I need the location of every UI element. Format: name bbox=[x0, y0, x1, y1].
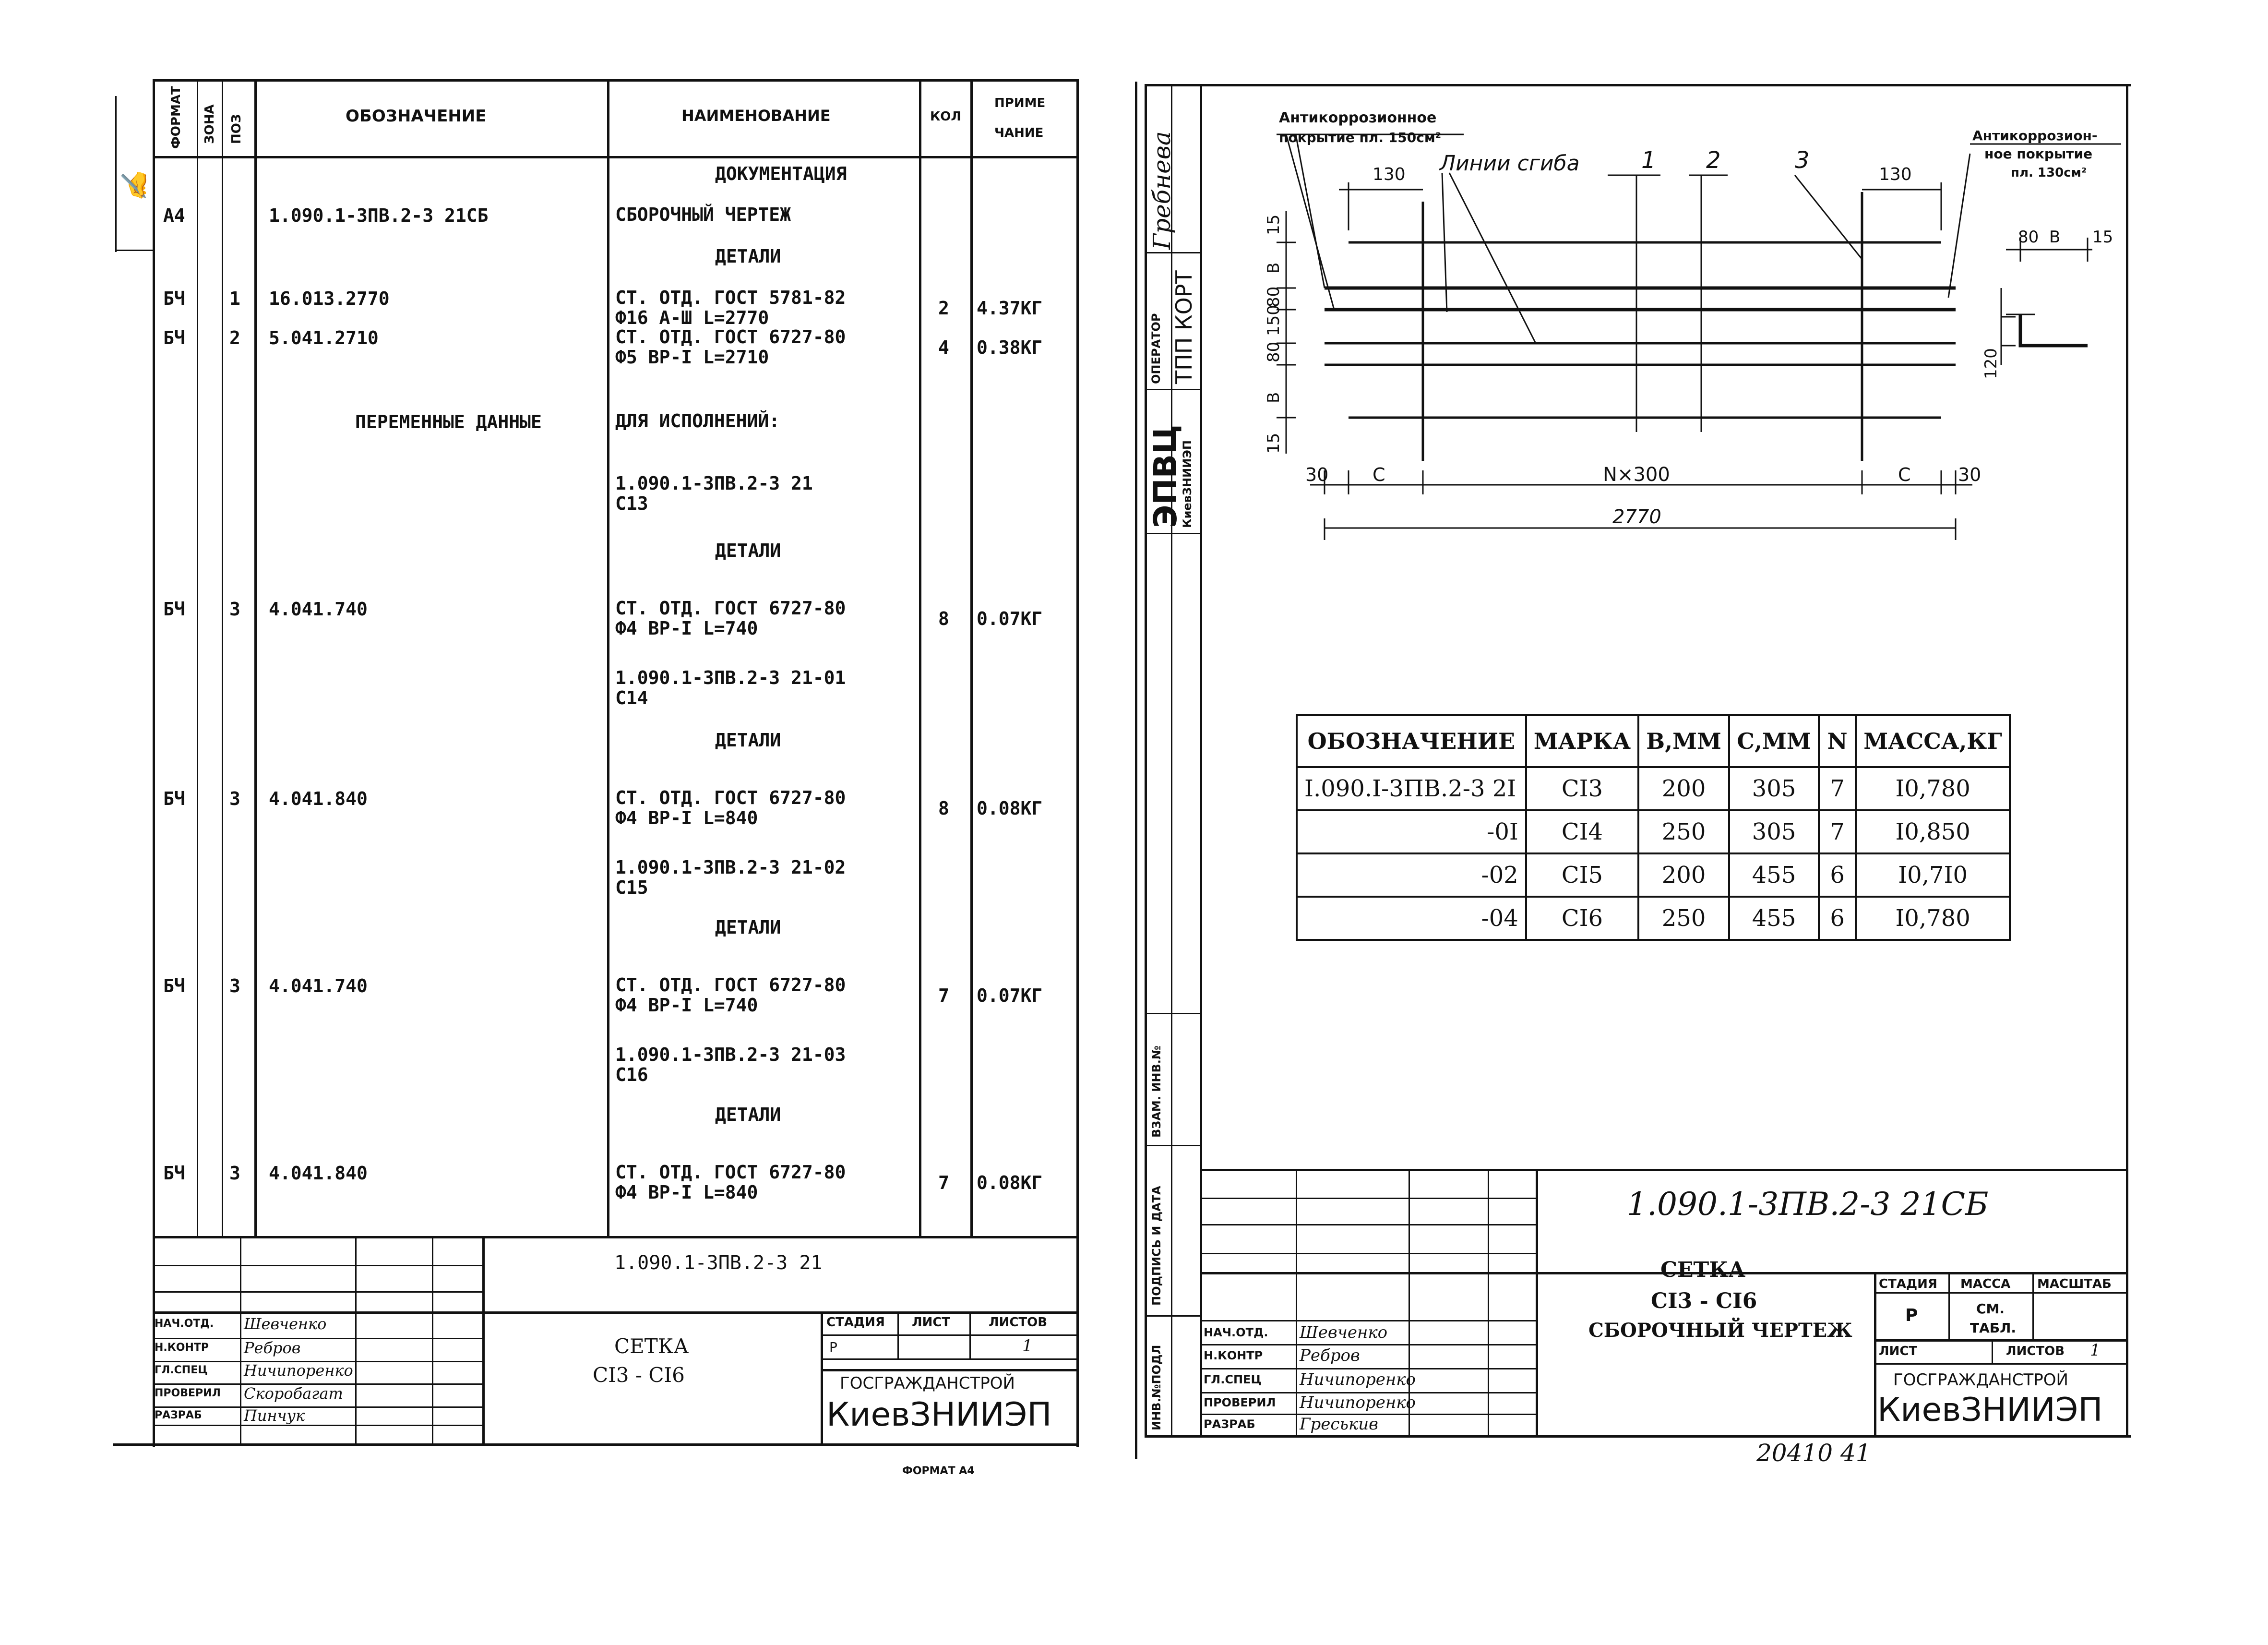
left-format-note: ФОРМАТ А4 bbox=[902, 1465, 975, 1477]
dim-c-right: С bbox=[1898, 464, 1911, 485]
mass-table-cell: I0,780 bbox=[1856, 897, 2010, 940]
mass-table-header-cell: МАРКА bbox=[1526, 715, 1638, 767]
mass-table-cell: -04 bbox=[1297, 897, 1526, 940]
header-designation: ОБОЗНАЧЕНИЕ bbox=[346, 107, 487, 126]
spec-name: С15 bbox=[615, 877, 648, 898]
table-row bbox=[1297, 897, 2010, 940]
dim-80-2: 80 bbox=[1264, 341, 1283, 362]
spec-name: С16 bbox=[615, 1064, 648, 1085]
mass-table-cell: СI5 bbox=[1526, 853, 1638, 897]
header-pos: ПОЗ bbox=[229, 114, 244, 144]
mass-table-cell: 200 bbox=[1638, 767, 1729, 810]
spec-name: 1.090.1-3ПВ.2-3 21-02 bbox=[615, 857, 846, 878]
spec-format: БЧ bbox=[163, 327, 185, 348]
detail-b: В bbox=[2049, 228, 2061, 247]
spec-format: БЧ bbox=[163, 288, 185, 309]
header-name: НАИМЕНОВАНИЕ bbox=[681, 107, 831, 125]
detail-80: 80 bbox=[2018, 228, 2039, 247]
spec-qty: 7 bbox=[938, 985, 949, 1006]
spec-name: СТ. ОТД. ГОСТ 5781-82 bbox=[615, 287, 846, 308]
signer-name: Ничипоренко bbox=[1300, 1370, 1416, 1389]
mass-table-cell: I.090.I-3ПВ.2-3 2I bbox=[1297, 767, 1526, 810]
signer-role: НАЧ.ОТД. bbox=[1204, 1326, 1268, 1339]
mass-table-cell: 7 bbox=[1819, 767, 1856, 810]
dim-150: 150 bbox=[1264, 305, 1283, 336]
note-right-2: ное покрытие bbox=[1984, 146, 2093, 162]
detail-15: 15 bbox=[2092, 228, 2113, 247]
dim-80-1: 80 bbox=[1264, 286, 1283, 307]
mass-table-cell: 7 bbox=[1819, 810, 1856, 853]
spec-designation: 16.013.2770 bbox=[269, 288, 390, 309]
dim-b-1: В bbox=[1264, 262, 1283, 274]
spec-note: 0.08КГ bbox=[977, 798, 1043, 819]
callout-2: 2 bbox=[1706, 147, 1721, 174]
spec-name: ДОКУМЕНТАЦИЯ bbox=[715, 163, 847, 184]
spec-note: 0.38КГ bbox=[977, 337, 1043, 358]
dim-c-left: С bbox=[1373, 464, 1385, 485]
right-stage: Р bbox=[1905, 1306, 1918, 1325]
header-zone: ЗОНА bbox=[203, 104, 217, 144]
spec-note: 0.07КГ bbox=[977, 608, 1043, 629]
signer-name: Ничипоренко bbox=[1300, 1393, 1416, 1412]
mass-table-cell: I0,780 bbox=[1856, 767, 2010, 810]
side-field-3: ИНВ.№ПОДЛ bbox=[1150, 1345, 1163, 1430]
spec-name: 1.090.1-3ПВ.2-3 21-01 bbox=[615, 667, 846, 688]
mass-table-cell: СI4 bbox=[1526, 810, 1638, 853]
mass-table-cell: 6 bbox=[1819, 853, 1856, 897]
spec-note: 0.07КГ bbox=[977, 985, 1043, 1006]
mass-table-header bbox=[1297, 715, 2010, 767]
mass-table-header-cell: N bbox=[1819, 715, 1856, 767]
signer-role: ПРОВЕРИЛ bbox=[1204, 1396, 1276, 1409]
spec-pos: 3 bbox=[229, 975, 240, 997]
mass-table-cell: -02 bbox=[1297, 853, 1526, 897]
callout-3: 3 bbox=[1795, 147, 1810, 174]
spec-name: Ф4 ВР-I L=740 bbox=[615, 618, 758, 639]
mass-table-cell: 250 bbox=[1638, 810, 1729, 853]
spec-pos: 3 bbox=[229, 788, 240, 809]
dim-130-left: 130 bbox=[1373, 165, 1406, 184]
left-title-2: СI3 - СI6 bbox=[593, 1363, 685, 1387]
signer-name: Греськив bbox=[1300, 1415, 1378, 1434]
signer-name: Пинчук bbox=[244, 1406, 305, 1425]
dim-n300: N×300 bbox=[1603, 464, 1670, 486]
spec-name: Ф4 ВР-I L=840 bbox=[615, 1182, 758, 1203]
right-sheet-number: 20410 41 bbox=[1756, 1439, 1871, 1467]
right-mass-value-1: СМ. bbox=[1976, 1301, 2005, 1317]
spec-qty: 4 bbox=[938, 337, 949, 358]
spec-format: БЧ bbox=[163, 975, 185, 997]
mass-table-cell: I0,7I0 bbox=[1856, 853, 2010, 897]
header-format: ФОРМАТ bbox=[169, 86, 183, 149]
spec-pos: 3 bbox=[229, 1163, 240, 1184]
dim-15-top: 15 bbox=[1264, 214, 1283, 235]
spec-name: ДЕТАЛИ bbox=[715, 730, 781, 751]
side-operator-label: ОПЕРАТОР bbox=[1149, 313, 1163, 384]
side-org-sub: КиевЗНИИЭП bbox=[1181, 440, 1194, 528]
dim-total: 2770 bbox=[1612, 506, 1661, 528]
callout-1: 1 bbox=[1641, 147, 1656, 174]
side-org-short: ЭПВЦ bbox=[1147, 424, 1184, 528]
right-sheets: 1 bbox=[2090, 1341, 2101, 1360]
spec-name: 1.090.1-3ПВ.2-3 21 bbox=[615, 473, 813, 494]
signer-role: РАЗРАБ bbox=[1204, 1417, 1255, 1431]
spec-pos: 1 bbox=[229, 288, 240, 309]
left-sheet: 1 bbox=[1022, 1336, 1033, 1356]
spec-name: 1.090.1-3ПВ.2-3 21-03 bbox=[615, 1044, 846, 1065]
spec-name: ДЕТАЛИ bbox=[715, 540, 781, 561]
right-mass-label: МАССА bbox=[1960, 1277, 2011, 1291]
header-qty: КОЛ bbox=[930, 109, 961, 124]
mass-table-cell: 305 bbox=[1729, 810, 1819, 853]
right-org-1: ГОСГРАЖДАНСТРОЙ bbox=[1893, 1370, 2068, 1390]
spec-pos: 2 bbox=[229, 327, 240, 348]
spec-name: ДЕТАЛИ bbox=[715, 246, 781, 267]
signer-role: РАЗРАБ bbox=[155, 1409, 202, 1421]
table-row bbox=[1297, 853, 2010, 897]
mass-table-cell: 250 bbox=[1638, 897, 1729, 940]
spec-pos: 3 bbox=[229, 599, 240, 620]
side-field-2: ПОДПИСЬ И ДАТА bbox=[1150, 1186, 1163, 1306]
spec-designation: 4.041.840 bbox=[269, 1163, 368, 1184]
mass-table-cell: 305 bbox=[1729, 767, 1819, 810]
mass-table-cell: 455 bbox=[1729, 853, 1819, 897]
spec-name: С13 bbox=[615, 493, 648, 514]
right-scale-label: МАСШТАБ bbox=[2037, 1277, 2112, 1291]
left-stage: Р bbox=[829, 1339, 837, 1355]
spec-format: А4 bbox=[163, 205, 185, 226]
mass-table-cell: 200 bbox=[1638, 853, 1729, 897]
left-org-2: КиевЗНИИЭП bbox=[826, 1396, 1052, 1434]
signer-name: Шевченко bbox=[244, 1315, 327, 1333]
side-operator-value: ТПП КОРТ bbox=[1171, 270, 1197, 384]
spec-designation: 4.041.840 bbox=[269, 788, 368, 809]
mass-table-cell: СI6 bbox=[1526, 897, 1638, 940]
spec-qty: 8 bbox=[938, 798, 949, 819]
spec-name: Ф4 ВР-I L=840 bbox=[615, 807, 758, 829]
spec-qty: 2 bbox=[938, 298, 949, 319]
right-title-3: СБОРОЧНЫЙ ЧЕРТЕЖ bbox=[1588, 1319, 1852, 1342]
right-sheet-label: ЛИСТ bbox=[1879, 1344, 1918, 1358]
right-title-2: СI3 - СI6 bbox=[1651, 1289, 1757, 1313]
spec-name: ДЛЯ ИСПОЛНЕНИЙ: bbox=[615, 410, 780, 432]
spec-qty: 7 bbox=[938, 1172, 949, 1193]
spec-designation: 5.041.2710 bbox=[269, 327, 379, 348]
mass-table-header-cell: С,ММ bbox=[1729, 715, 1819, 767]
spec-note: 0.08КГ bbox=[977, 1172, 1043, 1193]
right-title-1: СЕТКА bbox=[1660, 1258, 1746, 1282]
spec-format: БЧ bbox=[163, 599, 185, 620]
note-right-1: Антикоррозион- bbox=[1972, 128, 2098, 144]
header-note-1: ПРИМЕ bbox=[994, 96, 1046, 110]
table-row bbox=[1297, 810, 2010, 853]
spec-format: БЧ bbox=[163, 1163, 185, 1184]
mass-table-header-cell: МАССА,КГ bbox=[1856, 715, 2010, 767]
mass-table-header-cell: В,ММ bbox=[1638, 715, 1729, 767]
spec-name: СБОРОЧНЫЙ ЧЕРТЕЖ bbox=[615, 204, 791, 225]
spec-name: Ф5 ВР-I L=2710 bbox=[615, 347, 769, 368]
spec-name: СТ. ОТД. ГОСТ 6727-80 bbox=[615, 326, 846, 348]
spec-name: Ф16 А-Ш L=2770 bbox=[615, 307, 769, 328]
detail-120: 120 bbox=[1982, 348, 2001, 379]
signer-name: Ничипоренко bbox=[244, 1361, 353, 1380]
spec-name: ДЕТАЛИ bbox=[715, 1104, 781, 1125]
side-field-1: ВЗАМ. ИНВ.№ bbox=[1150, 1045, 1163, 1138]
mass-table-header-cell: ОБОЗНАЧЕНИЕ bbox=[1297, 715, 1526, 767]
spec-note: 4.37КГ bbox=[977, 298, 1043, 319]
signer-name: Ребров bbox=[1300, 1346, 1360, 1365]
header-note-2: ЧАНИЕ bbox=[994, 126, 1044, 140]
mass-table-cell: 6 bbox=[1819, 897, 1856, 940]
dim-30-right: 30 bbox=[1958, 464, 1982, 485]
mass-table-cell: I0,850 bbox=[1856, 810, 2010, 853]
mesh-drawing bbox=[0, 0, 2268, 552]
signer-name: Скоробагат bbox=[244, 1384, 343, 1403]
signer-role: ГЛ.СПЕЦ bbox=[1204, 1373, 1262, 1386]
left-org-1: ГОСГРАЖДАНСТРОЙ bbox=[840, 1374, 1015, 1393]
right-doc-code: 1.090.1-3ПВ.2-3 21СБ bbox=[1627, 1186, 1989, 1223]
table-row bbox=[1297, 767, 2010, 810]
mass-table-cell: 455 bbox=[1729, 897, 1819, 940]
dim-b-2: В bbox=[1264, 392, 1283, 403]
spec-name: СТ. ОТД. ГОСТ 6727-80 bbox=[615, 974, 846, 996]
left-margin-signature: ✍ bbox=[120, 170, 149, 202]
signer-name: Ребров bbox=[244, 1339, 301, 1357]
spec-designation: 4.041.740 bbox=[269, 975, 368, 997]
spec-name: С14 bbox=[615, 687, 648, 708]
note-right-3: пл. 130см² bbox=[2011, 166, 2087, 180]
note-left-1: Антикоррозионное bbox=[1279, 109, 1437, 126]
signer-role: Н.КОНТР bbox=[1204, 1349, 1263, 1362]
spec-name: Ф4 ВР-I L=740 bbox=[615, 995, 758, 1016]
spec-designation: 1.090.1-3ПВ.2-3 21СБ bbox=[269, 205, 489, 226]
spec-designation: 4.041.740 bbox=[269, 599, 368, 620]
left-stage-label: СТАДИЯ bbox=[826, 1315, 885, 1330]
left-sheet-label: ЛИСТ bbox=[912, 1315, 951, 1330]
mass-table-cell: СI3 bbox=[1526, 767, 1638, 810]
note-left-2: покрытие пл. 150см² bbox=[1279, 130, 1441, 145]
signer-role: ПРОВЕРИЛ bbox=[155, 1387, 221, 1399]
right-mass-value-2: ТАБЛ. bbox=[1970, 1320, 2017, 1336]
bend-lines-label: Линии сгиба bbox=[1440, 151, 1580, 176]
dim-130-right: 130 bbox=[1879, 165, 1912, 184]
dim-30-left: 30 bbox=[1305, 464, 1329, 485]
signer-name: Шевченко bbox=[1300, 1323, 1388, 1342]
spec-format: БЧ bbox=[163, 788, 185, 809]
signer-role: Н.КОНТР bbox=[155, 1342, 209, 1354]
spec-name: СТ. ОТД. ГОСТ 6727-80 bbox=[615, 1162, 846, 1183]
mass-table-cell: -0I bbox=[1297, 810, 1526, 853]
dim-15-bottom: 15 bbox=[1264, 432, 1283, 454]
left-title-1: СЕТКА bbox=[614, 1334, 689, 1358]
left-sheets-label: ЛИСТОВ bbox=[989, 1315, 1048, 1330]
spec-qty: 8 bbox=[938, 608, 949, 629]
side-author: Гребнева bbox=[1148, 131, 1176, 250]
spec-name: ДЕТАЛИ bbox=[715, 917, 781, 938]
right-org-2: КиевЗНИИЭП bbox=[1877, 1391, 2103, 1429]
spec-designation: ПЕРЕМЕННЫЕ ДАННЫЕ bbox=[355, 411, 542, 432]
right-sheets-label: ЛИСТОВ bbox=[2006, 1344, 2065, 1358]
mass-table bbox=[1296, 714, 2011, 941]
signer-role: ГЛ.СПЕЦ bbox=[155, 1364, 208, 1376]
signer-role: НАЧ.ОТД. bbox=[155, 1318, 214, 1330]
left-doc-code: 1.090.1-3ПВ.2-3 21 bbox=[614, 1252, 823, 1274]
spec-name: СТ. ОТД. ГОСТ 6727-80 bbox=[615, 787, 846, 808]
right-stage-label: СТАДИЯ bbox=[1879, 1277, 1937, 1291]
spec-name: СТ. ОТД. ГОСТ 6727-80 bbox=[615, 598, 846, 619]
